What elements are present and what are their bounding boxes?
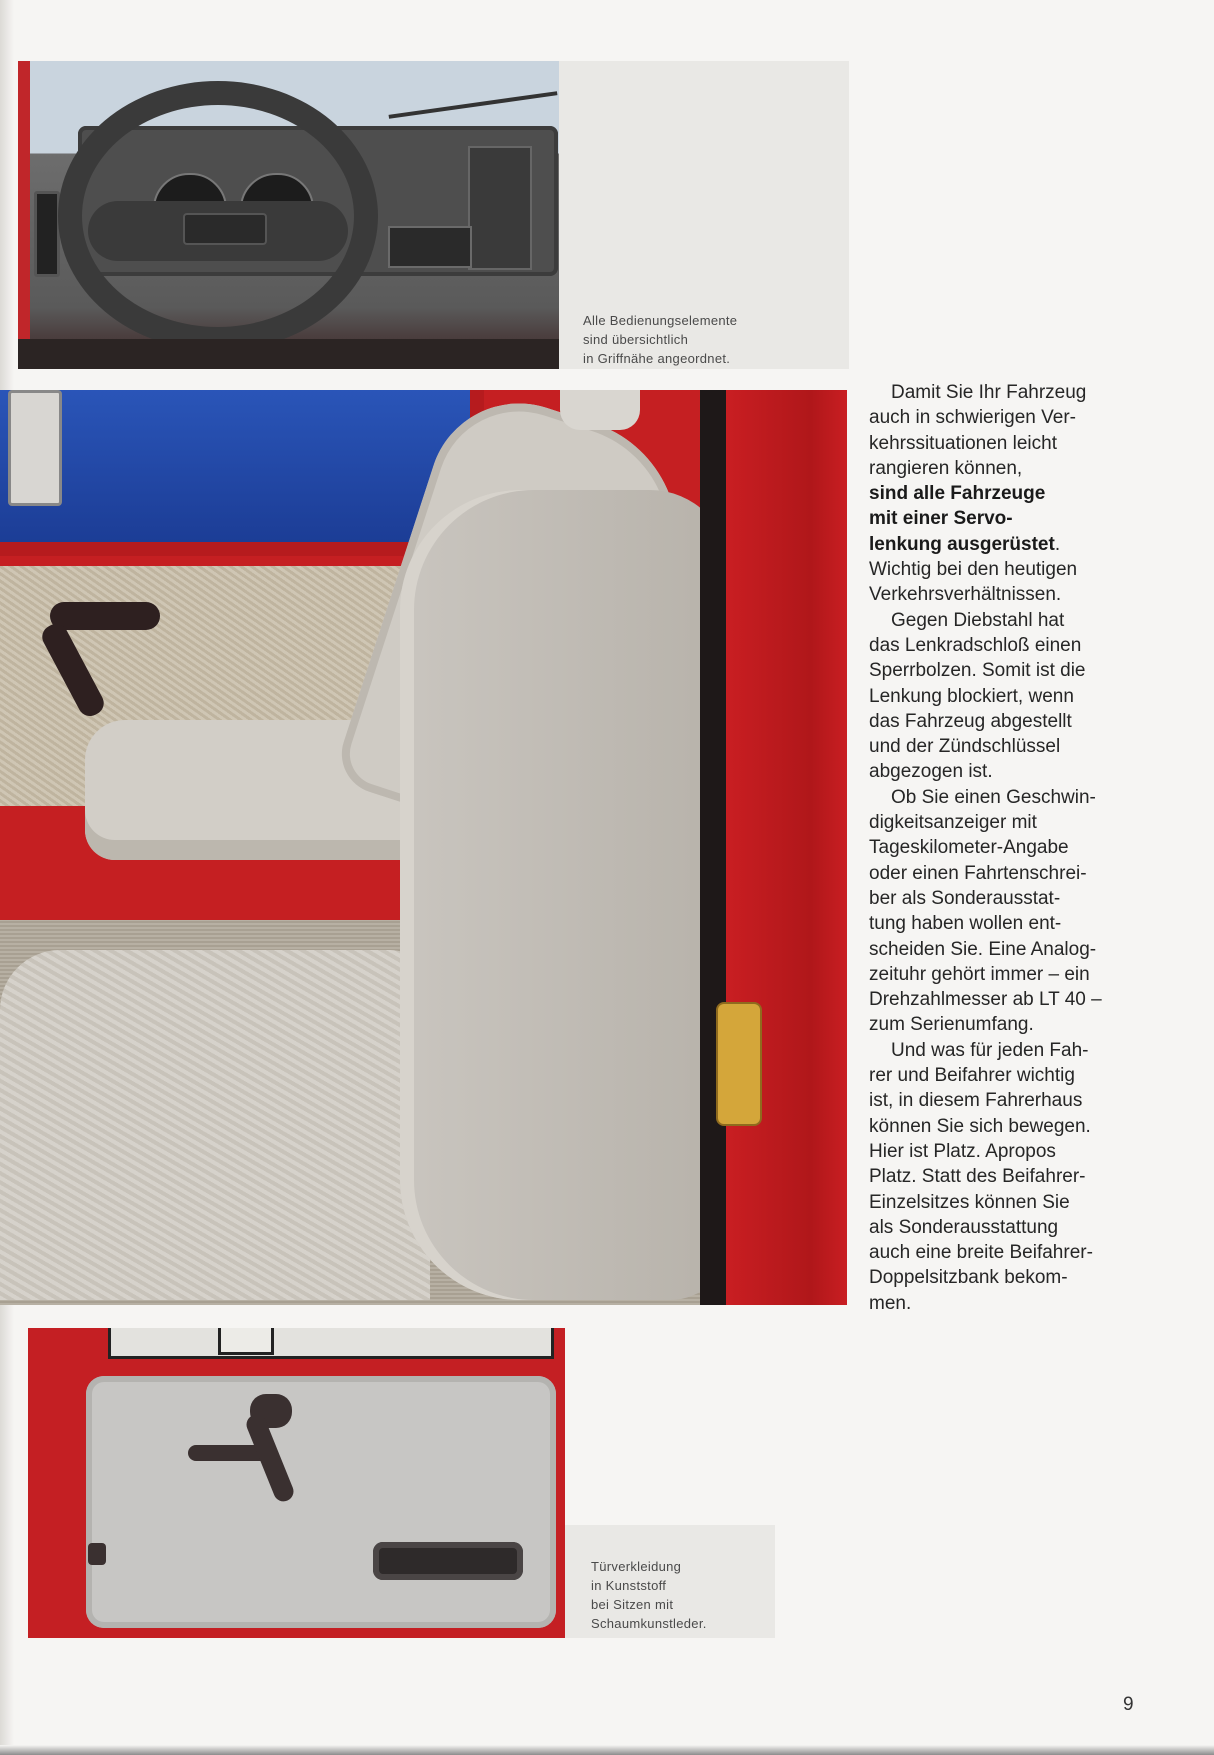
body-line: [869, 557, 1169, 582]
door-pillar: [700, 390, 726, 1305]
headrest: [560, 390, 640, 430]
plastic-door-trim: [86, 1376, 556, 1628]
switch-panel: [468, 146, 532, 270]
body-line: [869, 582, 1169, 607]
caption-line: Alle Bedienungselemente: [583, 313, 738, 328]
body-line-text: Wichtig bei den heutigen: [869, 559, 1078, 581]
body-line: [869, 1038, 1169, 1063]
body-line: [869, 506, 1169, 531]
body-line-text: zeituhr gehört immer – ein: [869, 963, 1090, 985]
page-bottom-edge: [0, 1745, 1214, 1755]
body-line: [869, 835, 1169, 860]
body-line-text: mit einer Servo-: [869, 508, 1013, 530]
body-line-text: lenkung ausgerüstet: [869, 533, 1055, 555]
body-line-text: Tageskilometer-Angabe: [869, 837, 1069, 859]
body-line: [869, 1063, 1169, 1088]
sun-visor: [8, 390, 62, 506]
body-line: [869, 911, 1169, 936]
body-line-text: zum Serienumfang.: [869, 1014, 1034, 1036]
red-door: [726, 390, 847, 1305]
body-line-text: Verkehrsverhältnissen.: [869, 584, 1062, 606]
steering-wheel-hub: [183, 213, 267, 245]
body-text: [869, 380, 1169, 1316]
body-line: [869, 1265, 1169, 1290]
body-line: [869, 810, 1169, 835]
body-line: [869, 456, 1169, 481]
seats-photo: [0, 390, 847, 1305]
body-line: [869, 861, 1169, 886]
body-line-text: Sperrbolzen. Somit ist die: [869, 660, 1086, 682]
body-line-text: Platz. Statt des Beifahrer-: [869, 1166, 1086, 1188]
body-line-text: men.: [869, 1292, 912, 1314]
body-line: [869, 608, 1169, 633]
body-line-text: das Lenkradschloß einen: [869, 634, 1082, 656]
caption-line: Schaumkunstleder.: [591, 1616, 707, 1631]
lock-knob: [88, 1543, 106, 1565]
body-line: [869, 1215, 1169, 1240]
caption-line: Türverkleidung: [591, 1559, 682, 1574]
mirror-mount: [218, 1328, 274, 1355]
body-line: [869, 1139, 1169, 1164]
body-line: [869, 759, 1169, 784]
door-caption: [591, 1557, 707, 1633]
door-vent: [373, 1542, 523, 1580]
body-line: [869, 709, 1169, 734]
door-frame: [18, 61, 30, 369]
body-line-text: oder einen Fahrtenschrei-: [869, 862, 1087, 884]
body-line: [869, 1088, 1169, 1113]
body-line: [869, 785, 1169, 810]
passenger-seat-cushion: [0, 950, 430, 1300]
body-line: [869, 962, 1169, 987]
body-line: [869, 658, 1169, 683]
page-number: 9: [1123, 1694, 1134, 1715]
door-window-frame: [108, 1328, 554, 1359]
body-line: [869, 481, 1169, 506]
body-line-text: ist, in diesem Fahrerhaus: [869, 1090, 1083, 1112]
door-handle: [50, 602, 160, 630]
door-trim-photo: [28, 1328, 565, 1638]
body-line: [869, 431, 1169, 456]
floor-area: [18, 339, 559, 369]
body-line-text: Damit Sie Ihr Fahrzeug: [891, 382, 1087, 403]
dashboard-photo: [18, 61, 559, 369]
body-line: [869, 1164, 1169, 1189]
body-line: [869, 1190, 1169, 1215]
body-line-text: kehrssituationen leicht: [869, 432, 1057, 454]
body-line-text: rer und Beifahrer wichtig: [869, 1065, 1075, 1087]
body-line-text: rangieren können,: [869, 457, 1023, 479]
caption-line: in Kunststoff: [591, 1578, 667, 1593]
body-line-text: Gegen Diebstahl hat: [891, 609, 1065, 631]
body-line-text: als Sonderausstattung: [869, 1216, 1059, 1238]
body-line-text: Lenkung blockiert, wenn: [869, 685, 1074, 707]
body-line: [869, 633, 1169, 658]
body-line-text: sind alle Fahrzeuge: [869, 483, 1046, 505]
body-line-text: Drehzahlmesser ab LT 40 –: [869, 989, 1102, 1011]
door-latch: [716, 1002, 762, 1126]
body-line-text: abgezogen ist.: [869, 761, 993, 783]
body-line-text: scheiden Sie. Eine Analog-: [869, 938, 1097, 960]
body-line: [869, 1291, 1169, 1316]
body-line-text: ber als Sonderausstat-: [869, 887, 1061, 909]
body-line: [869, 532, 1169, 557]
body-line-text: digkeitsanzeiger mit: [869, 812, 1037, 834]
body-line-suffix: .: [1054, 533, 1061, 555]
body-line: [869, 734, 1169, 759]
caption-line: sind übersichtlich: [583, 332, 689, 347]
body-line-text: Einzelsitzes können Sie: [869, 1191, 1070, 1213]
air-vent: [34, 191, 60, 277]
body-line: [869, 937, 1169, 962]
body-line-text: das Fahrzeug abgestellt: [869, 710, 1072, 732]
body-line: [869, 987, 1169, 1012]
body-line-text: Doppelsitzbank bekom-: [869, 1267, 1068, 1289]
wiper-arm: [389, 91, 558, 119]
radio-unit: [388, 226, 472, 268]
body-line: [869, 684, 1169, 709]
body-line: [869, 886, 1169, 911]
body-line: [869, 1114, 1169, 1139]
body-line-text: Hier ist Platz. Apropos: [869, 1140, 1056, 1162]
body-line-text: Und was für jeden Fah-: [891, 1039, 1089, 1061]
caption-line: in Griffnähe angeordnet.: [583, 351, 731, 366]
body-line-text: tung haben wollen ent-: [869, 913, 1062, 935]
body-line: [869, 1240, 1169, 1265]
body-line-text: können Sie sich bewegen.: [869, 1115, 1091, 1137]
body-line-text: auch in schwierigen Ver-: [869, 407, 1076, 429]
body-line: [869, 405, 1169, 430]
body-line-text: und der Zündschlüssel: [869, 736, 1061, 758]
dashboard-caption: [583, 311, 737, 368]
body-line-text: auch eine breite Beifahrer-: [869, 1242, 1093, 1264]
body-line-text: Ob Sie einen Geschwin-: [891, 786, 1096, 808]
body-line: [869, 380, 1169, 405]
passenger-seat-back: [400, 490, 730, 1300]
body-line: [869, 1012, 1169, 1037]
caption-line: bei Sitzen mit: [591, 1597, 674, 1612]
